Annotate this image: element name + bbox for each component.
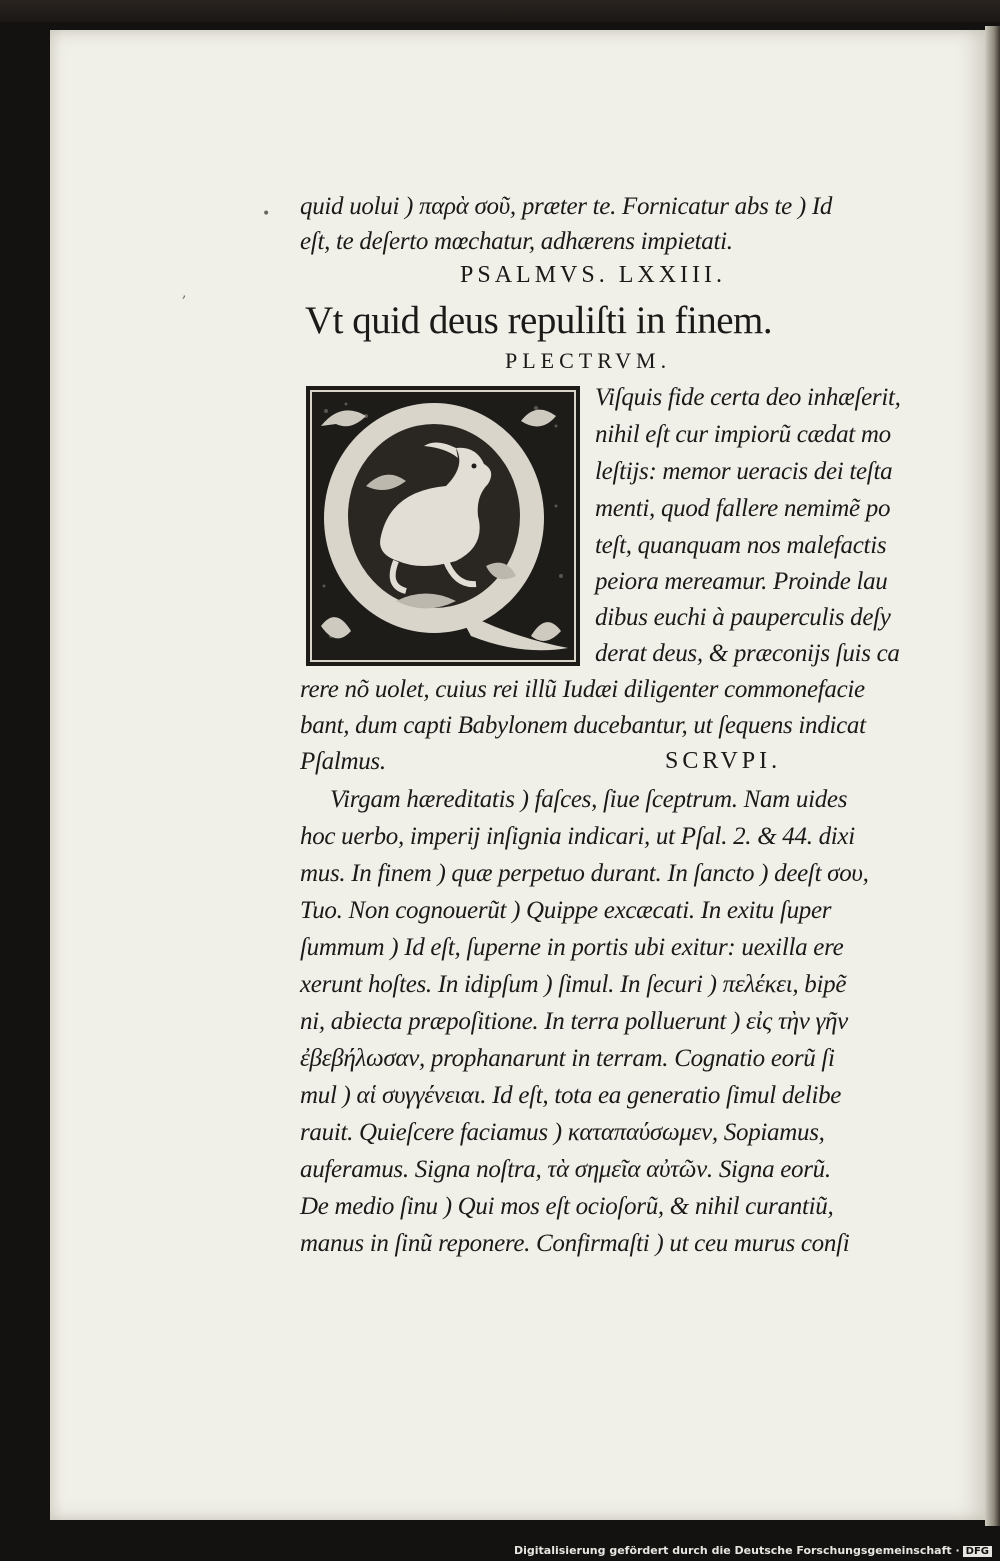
text-line: rere nõ uolet, cuius rei illũ Iudæi diligenter commonefacie: [300, 676, 865, 703]
paper-speck: ,: [182, 285, 187, 301]
text-line: bant, dum capti Babylonem ducebantur, ut ſequens indicat: [300, 712, 866, 739]
text-line: Virgam hæreditatis ) faſces, ſiue ſceptrum. Nam uides: [330, 786, 848, 813]
text-line: leſtijs: memor ueracis dei teſta: [595, 458, 893, 485]
text-line: hoc uerbo, imperij inſignia indicari, ut Pſal. 2. & 44. dixi: [300, 823, 855, 850]
text-line: menti, quod fallere nemimẽ po: [595, 495, 891, 522]
text-line: eſt, te deſerto mœchatur, adhærens impietati.: [300, 228, 733, 255]
psalm-incipit: Vt quid deus repuliſti in finem.: [305, 299, 773, 342]
text-line: quid uolui ) παρὰ σοῦ, præter te. Fornicatur abs te ) Id: [300, 193, 833, 220]
text-line: derat deus, & præconijs ſuis ca: [595, 640, 900, 667]
text-line: nihil eſt cur impiorũ cædat mo: [595, 421, 891, 448]
scan-top-edge: [0, 0, 1000, 22]
digitization-credit: [514, 1544, 992, 1557]
text-line: ni, abiecta præpoſitione. In terra polluerunt ) εἰς τὴν γῆν: [300, 1008, 848, 1035]
text-line: mus. In finem ) quæ perpetuo durant. In ſancto ) deeſt σου,: [300, 860, 869, 887]
woodcut-initial-q: [306, 386, 580, 666]
section-heading-scrupi: SCRVPI.: [665, 748, 782, 774]
psalm-number: PSALMVS. LXXIII.: [460, 262, 727, 288]
text-line: xerunt hoſtes. In idipſum ) ſimul. In ſecuri ) πελέκει, bipẽ: [300, 971, 847, 998]
text-line: mul ) αἱ συγγένειαι. Id eſt, tota ea generatio ſimul delibe: [300, 1082, 842, 1109]
text-line: auferamus. Signa noſtra, τὰ σημεῖα αὐτῶν. Signa eorũ.: [300, 1156, 831, 1183]
page-edge: [985, 26, 1000, 1526]
credit-text: Digitalisierung gefördert durch die Deutsche Forschungsgemeinschaft ·: [513, 1544, 960, 1557]
text-line: ſummum ) Id eſt, ſuperne in portis ubi exitur: uexilla ere: [300, 934, 844, 961]
text-line: rauit. Quieſcere faciamus ) καταπαύσωμεν, Sopiamus,: [300, 1119, 825, 1146]
text-line: teſt, quanquam nos malefactis: [595, 532, 887, 559]
paper-speck: •: [262, 206, 271, 222]
section-heading-plectrum: PLECTRVM.: [505, 348, 672, 373]
text-line: Pſalmus.: [300, 748, 386, 775]
text-line: Tuo. Non cognouerũt ) Quippe excæcati. In exitu ſuper: [300, 897, 832, 924]
dfg-logo: DFG: [963, 1546, 992, 1557]
text-line: manus in ſinũ reponere. Confirmaſti ) ut ceu murus conſi: [300, 1230, 850, 1257]
text-line: Viſquis fide certa deo inhæſerit,: [595, 384, 901, 411]
text-line: dibus euchi à pauperculis deſy: [595, 604, 891, 631]
text-line: De medio ſinu ) Qui mos eſt ocioſorũ, & nihil curantiũ,: [300, 1193, 834, 1220]
text-line: peiora mereamur. Proinde lau: [595, 568, 888, 595]
text-line: ἐβεβήλωσαν, prophanarunt in terram. Cognatio eorũ ſi: [300, 1045, 835, 1072]
